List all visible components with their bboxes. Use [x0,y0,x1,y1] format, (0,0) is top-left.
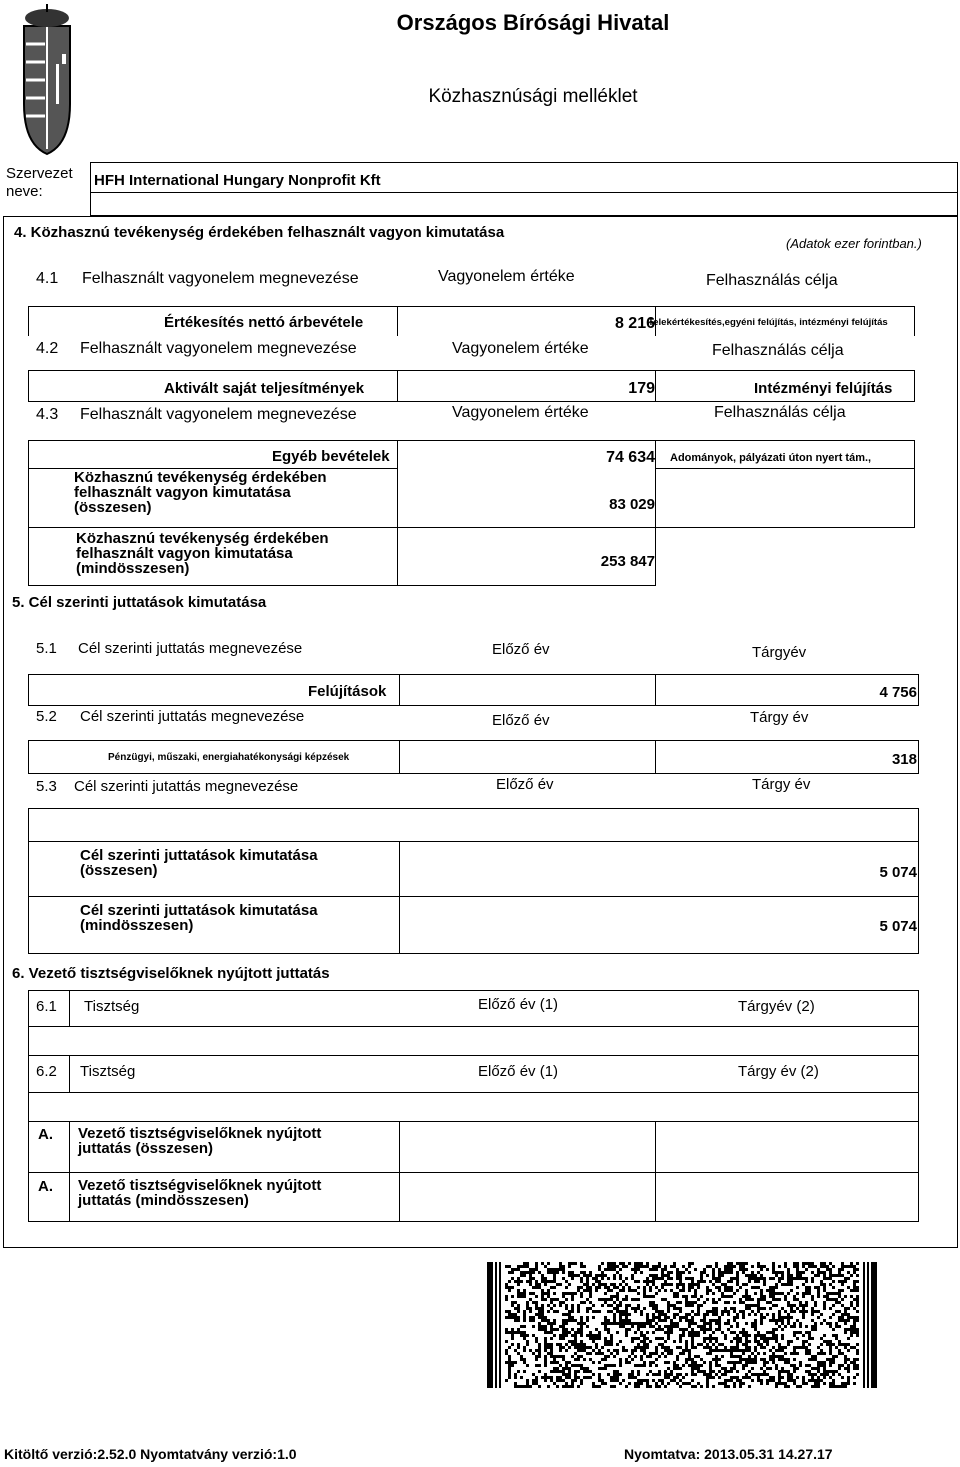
row-6-1-col-prev: Előző év (1) [478,996,559,1013]
row-5-3-col-curr: Tárgy év [752,776,811,793]
row-4-2-col-value: Vagyonelem értéke [452,340,589,357]
section6-grand-label: Vezető tisztségviselőknek nyújtott juttatás (mindösszesen) [78,1177,322,1209]
row-4-1-amount: 8 216 [614,315,655,332]
row-5-2-col-curr: Tárgy év [750,709,809,726]
row-4-2-col-purpose: Felhasználás célja [712,342,844,359]
row-5-1-col-curr: Tárgyév [752,644,807,661]
row-4-3-col-name: Felhasznált vagyonelem megnevezése [80,406,357,423]
row-5-1-item: Felújítások [308,683,387,700]
row-4-3-purpose: Adományok, pályázati úton nyert tám., [670,452,872,464]
org-name: HFH International Hungary Nonprofit Kft [94,172,381,189]
row-5-1-col-prev: Előző év [492,641,550,658]
section6-title: 6. Vezető tisztségviselőknek nyújtott juttatás [12,965,330,982]
row-5-3-num: 5.3 [36,778,57,795]
row-6-2-col-name: Tisztség [80,1063,136,1080]
row-4-1-col-purpose: Felhasználás célja [706,272,838,289]
row-4-2-col-name: Felhasznált vagyonelem megnevezése [80,340,357,357]
row-4-2-purpose: Intézményi felújítás [754,380,893,397]
section4-grand-value: 253 847 [600,553,655,570]
org-label: Szervezet neve: [6,165,73,200]
row-5-1-curr: 4 756 [879,684,917,701]
row-4-1-col-value: Vagyonelem értéke [438,268,575,285]
row-5-2-curr: 318 [891,751,917,768]
row-5-1-num: 5.1 [36,640,57,657]
row-4-2-amount: 179 [628,380,655,397]
row-5-3-col-name: Cél szerinti jutattás megnevezése [74,778,299,795]
section4-total-label: Közhasznú tevékenység érdekében felhasznált vagyon kimutatása (összesen) [74,469,327,516]
row-4-1-item: Értékesítés nettó árbevétele [164,314,364,331]
row-4-3-item: Egyéb bevételek [272,448,390,465]
row-5-2-num: 5.2 [36,708,57,725]
row-6-2-col-prev: Előző év (1) [478,1063,559,1080]
row-6-1-col-curr: Tárgyév (2) [738,998,815,1015]
row-4-3-col-value: Vagyonelem értéke [452,404,589,421]
section5-grand-value: 5 074 [879,918,917,935]
printed-timestamp: Nyomtatva: 2013.05.31 14.27.17 [624,1446,833,1462]
row-5-2-item: Pénzügyi, műszaki, energiahatékonysági képzések [108,752,350,763]
section6-total-num: A. [38,1126,53,1143]
row-5-3-col-prev: Előző év [496,776,554,793]
row-4-2-item: Aktivált saját teljesítmények [164,380,365,397]
row-4-1-purpose: Telekértékesítés,egyéni felújítás, intézményi felújítás [648,317,888,328]
row-6-2-num: 6.2 [36,1063,57,1080]
filler-version: Kitöltő verzió:2.52.0 Nyomtatvány verzió:1.0 [4,1446,297,1462]
row-4-2-num: 4.2 [36,340,59,357]
row-6-1-col-name: Tisztség [84,998,140,1015]
row-5-2-col-prev: Előző év [492,712,550,729]
section4-total-value: 83 029 [609,496,655,513]
row-4-3-col-purpose: Felhasználás célja [714,404,846,421]
row-6-1-num: 6.1 [36,998,57,1015]
row-6-2-col-curr: Tárgy év (2) [738,1063,819,1080]
row-5-2-col-name: Cél szerinti juttatás megnevezése [80,708,305,725]
barcode [487,1262,883,1388]
section5-grand-label: Cél szerinti juttatások kimutatása (mindösszesen) [80,902,318,934]
section6-grand-num: A. [38,1178,53,1195]
row-4-3-amount: 74 634 [606,449,655,466]
row-5-1-col-name: Cél szerinti juttatás megnevezése [78,640,303,657]
section4-title: 4. Közhasznú tevékenység érdekében felhasznált vagyon kimutatása [14,224,505,241]
section5-total-value: 5 074 [879,864,917,881]
section5-title: 5. Cél szerinti juttatások kimutatása [12,594,267,611]
row-4-1-num: 4.1 [36,270,59,287]
row-4-3-num: 4.3 [36,406,59,423]
page-title: Országos Bírósági Hivatal [396,10,670,35]
section6-total-label: Vezető tisztségviselőknek nyújtott juttatás (összesen) [78,1125,322,1157]
coat-of-arms [4,4,90,156]
org-name-box [90,162,958,216]
row-4-1-col-name: Felhasznált vagyonelem megnevezése [82,270,359,287]
unit-note: (Adatok ezer forintban.) [786,236,922,251]
page-subtitle: Közhasznúsági melléklet [428,86,638,107]
section5-total-label: Cél szerinti juttatások kimutatása (összesen) [80,847,318,879]
section4-grand-label: Közhasznú tevékenység érdekében felhasznált vagyon kimutatása (mindösszesen) [76,530,329,577]
